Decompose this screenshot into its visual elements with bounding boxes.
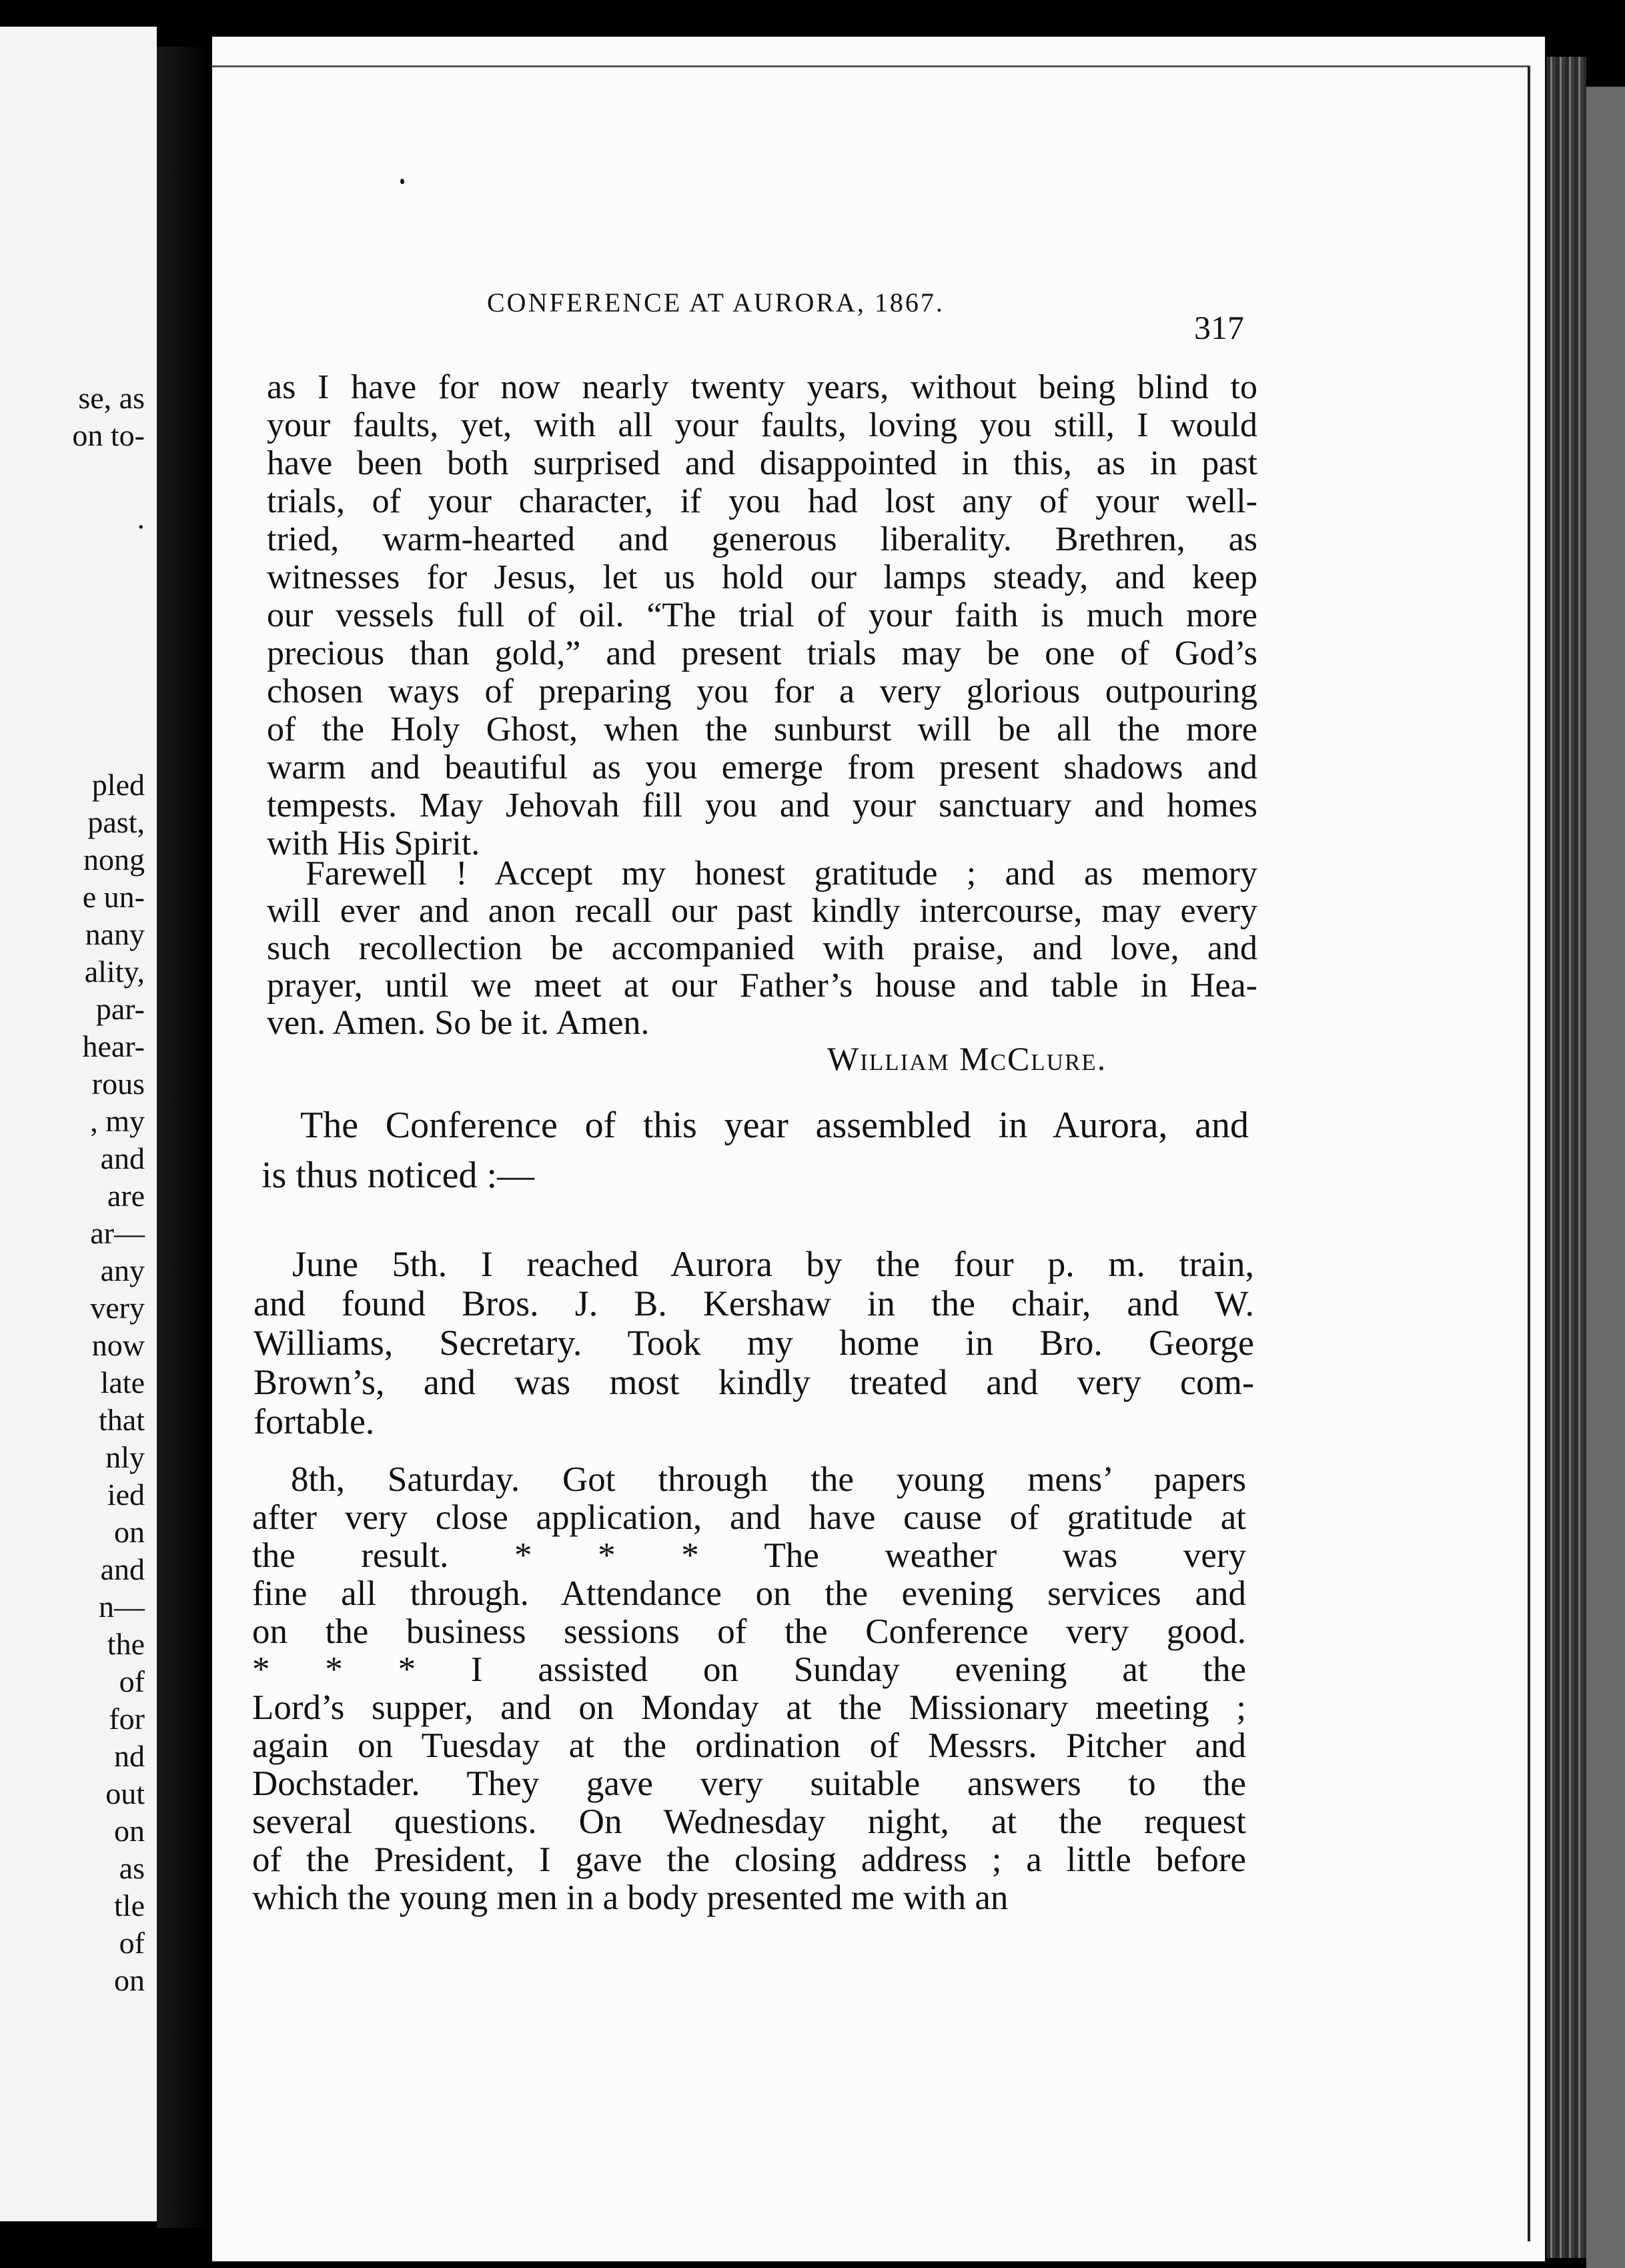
page-edge-right: [1586, 87, 1625, 2268]
left-page-fragment: .: [137, 501, 145, 535]
left-page-fragment: nd: [114, 1739, 145, 1773]
letter-line: as I have for now nearly twenty years, without being blind to: [267, 368, 1257, 406]
left-page-fragment: nly: [105, 1440, 145, 1474]
journal-line: Williams, Secretary. Took my home in Bro. George: [253, 1323, 1254, 1363]
left-page-fragment: tle: [114, 1888, 145, 1922]
letter-line: warm and beautiful as you emerge from present shadows and: [267, 748, 1257, 786]
journal-line: which the young men in a body presented me with an: [252, 1878, 1009, 1917]
journal-line: * * * I assisted on Sunday evening at the: [252, 1650, 1246, 1689]
intro-line: is thus noticed :—: [261, 1155, 535, 1196]
letter-line: witnesses for Jesus, let us hold our lamps steady, and keep: [267, 558, 1257, 596]
letter-line: precious than gold,” and present trials may be one of God’s: [267, 634, 1257, 672]
left-page-fragment: , my: [90, 1104, 145, 1138]
letter-line: tried, warm-hearted and generous liberality. Brethren, as: [267, 520, 1257, 558]
left-page-fragment: and: [100, 1552, 145, 1586]
journal-line: June 5th. I reached Aurora by the four p. m. train,: [292, 1244, 1254, 1284]
left-page-fragment: very: [90, 1291, 145, 1325]
page-border-top: [212, 65, 1530, 67]
journal-line: Brown’s, and was most kindly treated and very com-: [253, 1362, 1254, 1402]
left-page-fragment: of: [119, 1926, 145, 1960]
letter-line: of the Holy Ghost, when the sunburst will be all the more: [267, 710, 1257, 748]
journal-8th: [252, 1461, 1246, 1917]
left-page-fragment: par-: [95, 992, 145, 1026]
left-page-fragment: for: [109, 1702, 145, 1736]
journal-line: fortable.: [253, 1401, 375, 1442]
left-page-fragment: nong: [83, 842, 145, 877]
farewell-paragraph: [267, 855, 1257, 1042]
left-page-fragment: hear-: [82, 1029, 145, 1063]
left-page-fragment: ality,: [84, 955, 145, 989]
left-page-fragment: late: [100, 1365, 145, 1399]
journal-line: fine all through. Attendance on the evening services and: [252, 1574, 1246, 1613]
journal-june-5: [253, 1245, 1254, 1442]
farewell-line: prayer, until we meet at our Father’s house and table in Hea-: [267, 967, 1257, 1005]
letter-line: tempests. May Jehovah fill you and your sanctuary and homes: [267, 786, 1257, 824]
conference-intro: [261, 1101, 1249, 1201]
page-number: 317: [1194, 309, 1244, 346]
left-page-fragment: and: [100, 1141, 145, 1175]
left-page-fragment: out: [105, 1776, 145, 1810]
left-page-fragment: n—: [99, 1590, 145, 1624]
left-page-fragment: now: [91, 1328, 145, 1362]
page-border-right: [1528, 67, 1530, 2241]
farewell-line: will ever and anon recall our past kindly intercourse, may every: [267, 892, 1257, 930]
journal-line: of the President, I gave the closing address ; a little before: [252, 1840, 1246, 1879]
letter-line: trials, of your character, if you had lost any of your well-: [267, 482, 1257, 520]
left-page-fragment: any: [100, 1253, 145, 1287]
intro-lines: [261, 1101, 1249, 1201]
left-page-fragment: as: [119, 1851, 145, 1885]
journal-line: after very close application, and have cause of gratitude at: [252, 1498, 1246, 1537]
running-head: CONFERENCE AT AURORA, 1867.: [487, 288, 945, 318]
left-page-fragment: on: [114, 1814, 145, 1848]
journal-line: 8th, Saturday. Got through the young mens’ papers: [291, 1460, 1246, 1499]
left-page-fragment: nany: [85, 917, 145, 951]
letter-line: chosen ways of preparing you for a very glorious outpouring: [267, 672, 1257, 710]
left-page-fragment: pled: [91, 768, 145, 802]
left-page: [0, 27, 157, 2221]
journal-line: the result. * * * The weather was very: [252, 1536, 1246, 1575]
letter-line: your faults, yet, with all your faults, loving you still, I would: [267, 406, 1257, 444]
left-page-fragment: the: [107, 1627, 145, 1661]
journal-paragraph: [252, 1461, 1246, 1917]
page-edge-stack: [1546, 57, 1586, 2258]
intro-line: The Conference of this year assembled in Aurora, and: [300, 1105, 1249, 1146]
letter-line: our vessels full of oil. “The trial of your faith is much more: [267, 596, 1257, 634]
letter-line: with His Spirit.: [267, 824, 480, 863]
left-page-fragment: on: [114, 1963, 145, 1997]
left-page-fragment: on to-: [72, 418, 145, 452]
journal-line: several questions. On Wednesday night, at the request: [252, 1802, 1246, 1841]
left-page-fragment: se, as: [78, 381, 145, 415]
farewell-line: ven. Amen. So be it. Amen.: [267, 1004, 650, 1042]
farewell-line: such recollection be accompanied with praise, and love, and: [267, 929, 1257, 967]
letter-line: have been both surprised and disappointed in this, as in past: [267, 444, 1257, 482]
left-page-fragment: ied: [107, 1478, 145, 1512]
journal-line: Lord’s supper, and on Monday at the Missionary meeting ;: [252, 1688, 1246, 1727]
left-page-fragment: rous: [91, 1067, 145, 1101]
left-page-fragment: are: [107, 1179, 145, 1213]
ink-speck: [177, 311, 183, 316]
farewell-line: Farewell ! Accept my honest gratitude ; and as memory: [306, 855, 1257, 893]
journal-line: on the business sessions of the Conference very good.: [252, 1612, 1246, 1651]
left-page-fragment: on: [114, 1515, 145, 1549]
journal-line: Dochstader. They gave very suitable answers to the: [252, 1764, 1246, 1803]
left-page-fragment: ar—: [90, 1216, 145, 1250]
farewell-lines: [267, 855, 1257, 1042]
letter-body: [267, 368, 1257, 863]
left-page-fragment: e un-: [82, 880, 145, 914]
letter-lines: [267, 368, 1257, 863]
journal-line: and found Bros. J. B. Kershaw in the chair, and W.: [253, 1283, 1254, 1323]
journal-paragraph: [253, 1245, 1254, 1442]
left-page-fragment: of: [119, 1664, 145, 1698]
ink-speck: [400, 179, 404, 184]
book-gutter: [157, 47, 210, 2228]
left-page-fragment: that: [99, 1403, 145, 1437]
journal-line: again on Tuesday at the ordination of Messrs. Pitcher and: [252, 1726, 1246, 1765]
left-page-fragment: past,: [87, 805, 145, 839]
signature: William McClure.: [827, 1040, 1107, 1077]
